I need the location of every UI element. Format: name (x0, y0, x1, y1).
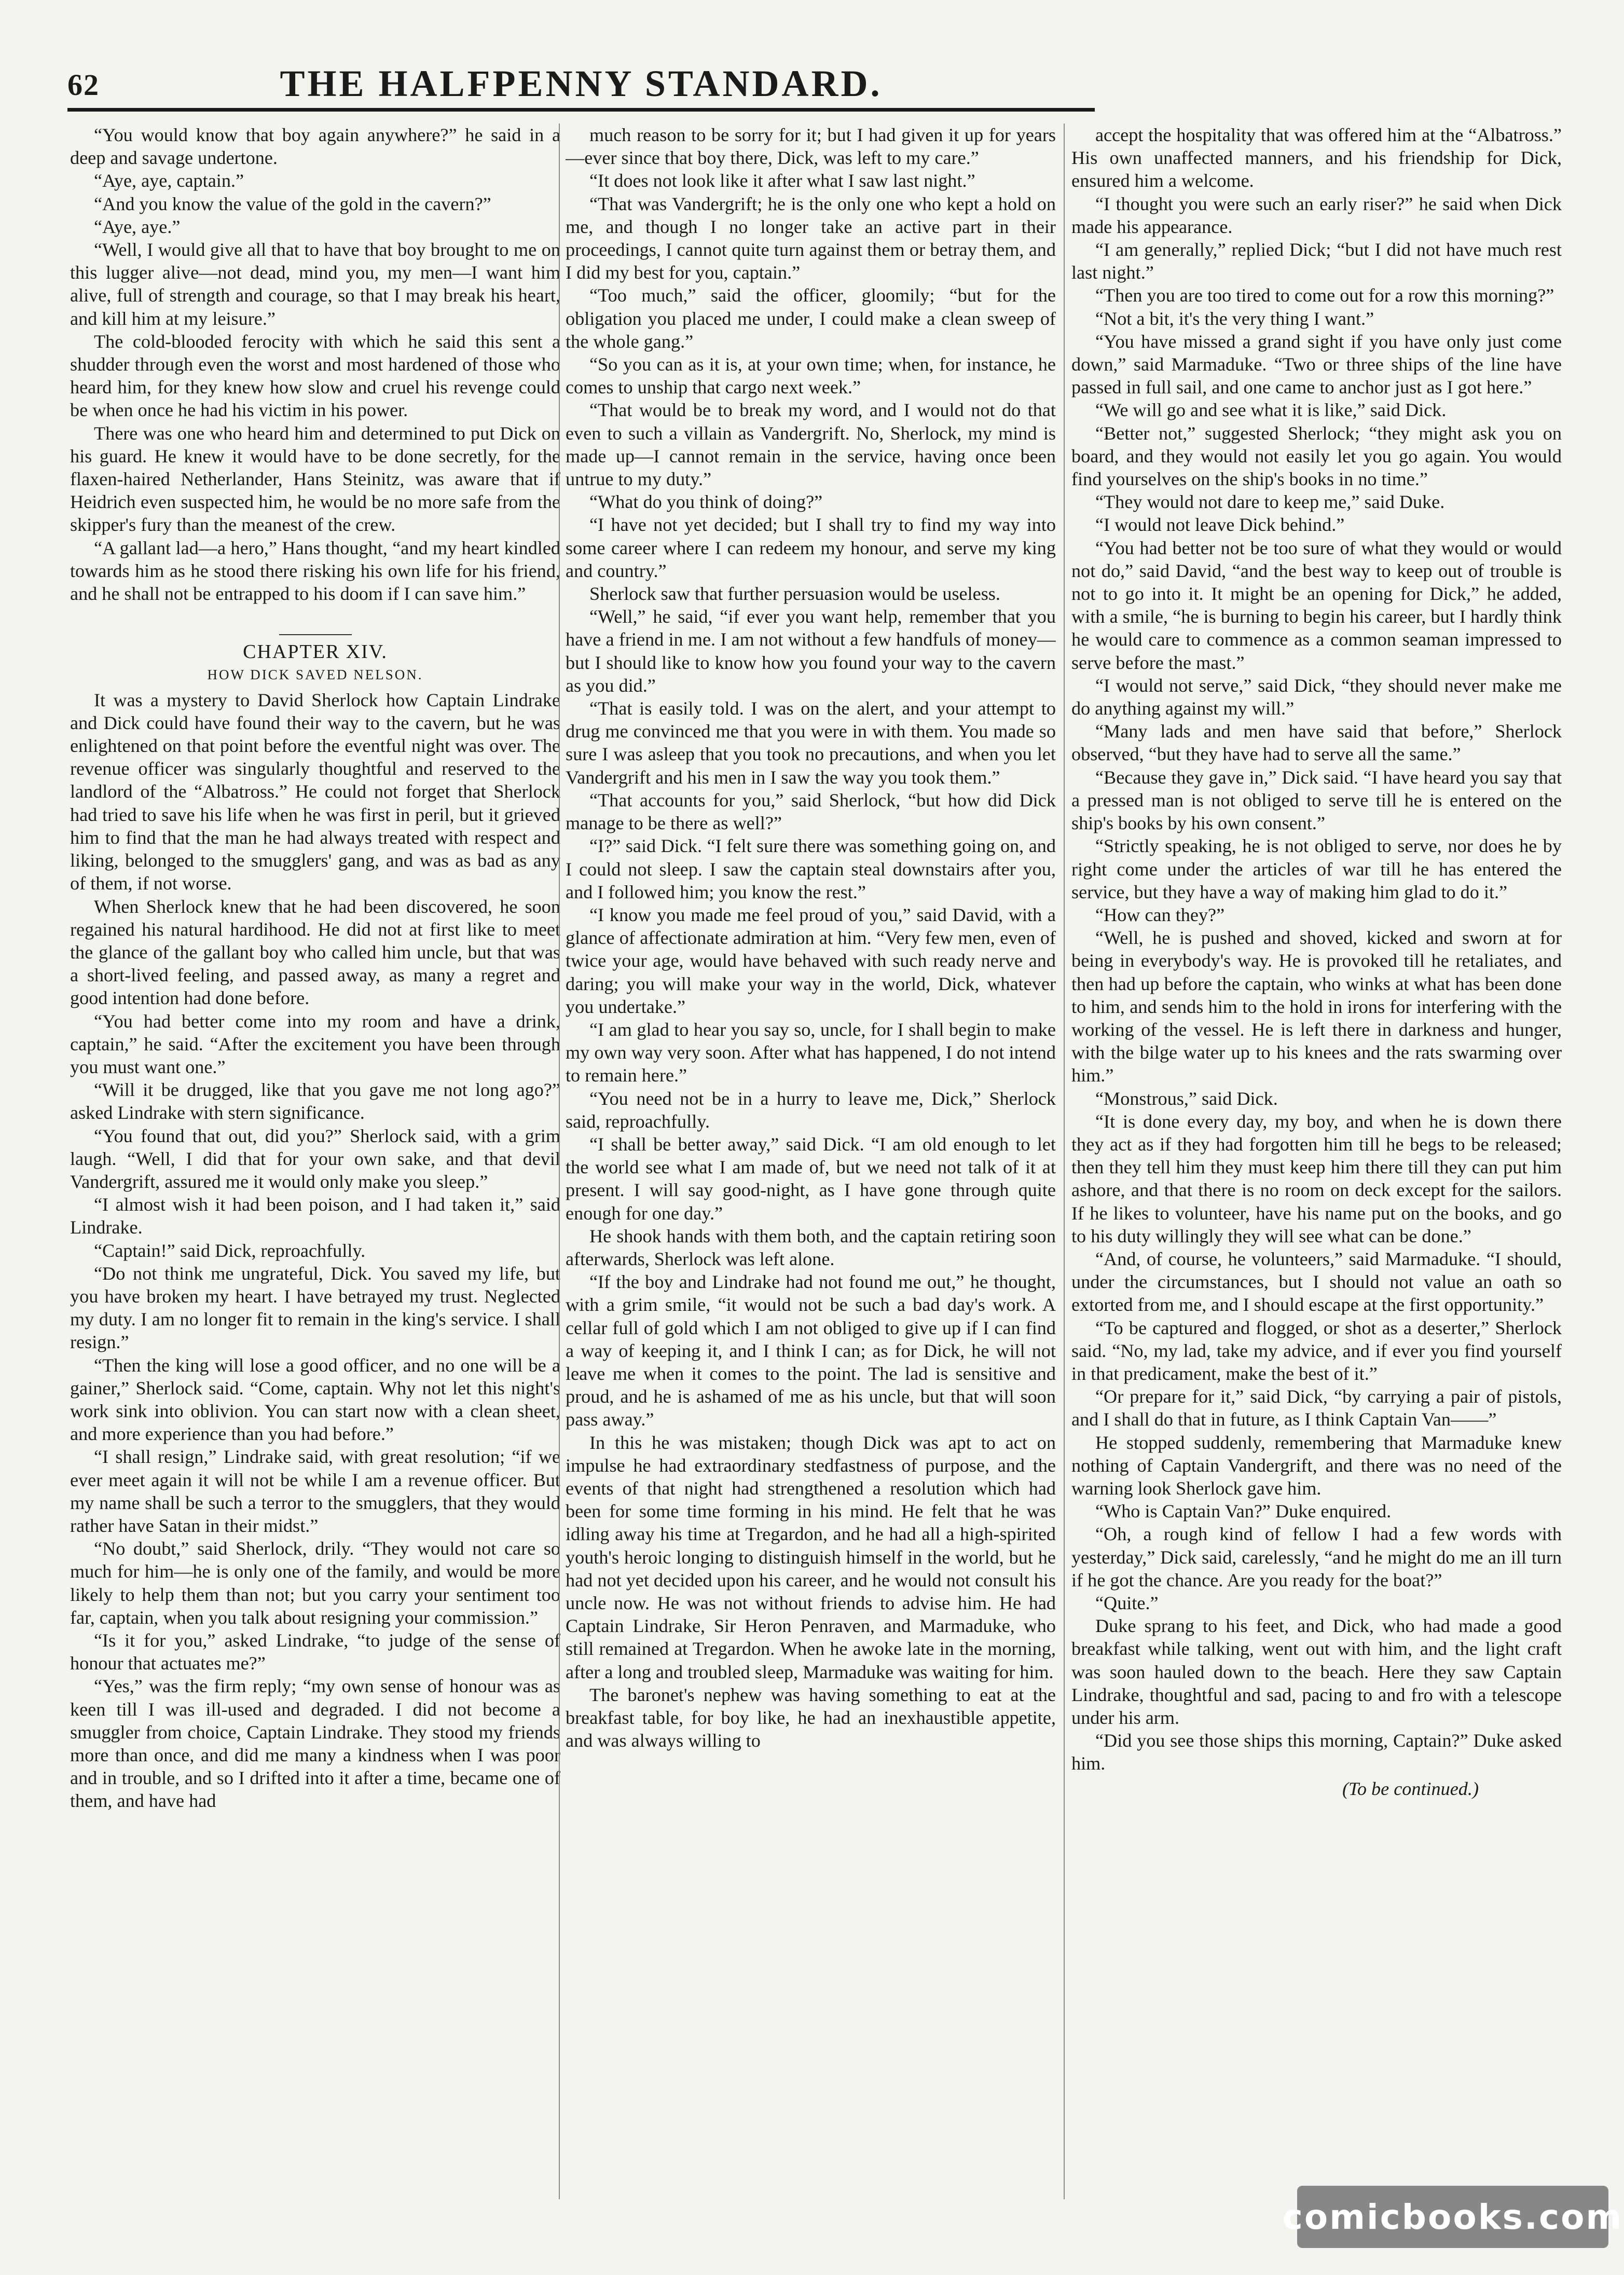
article-paragraph: “So you can as it is, at your own time; when, for instance, he comes to unship that cargo next week.” (566, 354, 1056, 398)
article-paragraph: “You had better come into my room and have a drink, captain,” he said. “After the excitement you have been through you must want one.” (70, 1010, 560, 1077)
article-paragraph: “Well, he is pushed and shoved, kicked and sworn at for being in everybody's way. He is provoked till he retaliates, and then had up before the captain, who winks at what has been done to him, and sends him to the hold in irons for interfering with the working of the vessel. He is left there in darkness and hunger, with the bilge water up to his knees and the rats swarming over him.” (1071, 927, 1562, 1086)
article-paragraph: “Because they gave in,” Dick said. “I have heard you say that a pressed man is not obliged to serve till he is entered on the ship's books by his own consent.” (1071, 766, 1562, 834)
article-paragraph: “I shall be better away,” said Dick. “I am old enough to let the world see what I am made of, but we need not talk of it at present. I will say good-night, as I have gone through quite enough for one day.” (566, 1133, 1056, 1224)
article-paragraph: “A gallant lad—a hero,” Hans thought, “and my heart kindled towards him as he stood there risking his own life for his friend, and he shall not be entrapped to his doom if I can save him.” (70, 537, 560, 605)
article-paragraph: “Too much,” said the officer, gloomily; “but for the obligation you placed me under, I could make a clean sweep of the whole gang.” (566, 285, 1056, 352)
article-paragraph: “How can they?” (1095, 904, 1225, 925)
article-paragraph: “Do not think me ungrateful, Dick. You saved my life, but you have broken my heart. I have betrayed my trust. Neglected my duty. I am no longer fit to remain in the king's service. I shall resign.” (70, 1263, 560, 1353)
article-paragraph: “It does not look like it after what I saw last night.” (589, 170, 975, 191)
article-paragraph: “Then the king will lose a good officer, and no one will be a gainer,” Sherlock said. “Come, captain. Why not let this night's work sink into oblivion. You can start now with a clean sheet, and more experience than you had before.” (70, 1354, 560, 1445)
article-paragraph: He shook hands with them both, and the captain retiring soon afterwards, Sherlock was left alone. (566, 1225, 1056, 1269)
article-paragraph: “We will go and see what it is like,” said Dick. (1095, 400, 1447, 421)
article-paragraph: “Monstrous,” said Dick. (1095, 1088, 1278, 1109)
text-column-1 (70, 124, 560, 2220)
chapter-rule (279, 634, 352, 635)
article-paragraph: “Well, I would give all that to have that boy brought to me on this lugger alive—not dead, mind you, my men—I want him alive, full of strength and courage, so that I may break his heart, and kill him at my leisure.” (70, 239, 560, 329)
article-paragraph: “Aye, aye.” (94, 216, 181, 237)
article-paragraph: “And, of course, he volunteers,” said Marmaduke. “I should, under the circumstances, but I should not value an oath so extorted from me, and I should escape at the first opportunity.” (1071, 1248, 1562, 1315)
page-header (67, 62, 1095, 109)
article-paragraph: much reason to be sorry for it; but I had given it up for years—ever since that boy there, Dick, was left to my care.” (566, 125, 1056, 169)
article-paragraph: “Is it for you,” asked Lindrake, “to judge of the sense of honour that actuates me?” (70, 1630, 560, 1674)
article-paragraph: Duke sprang to his feet, and Dick, who had made a good breakfast while talking, went out with him, and the light craft was soon hauled down to the beach. Here they saw Captain Lindrake, thoughtful and sad, pacing to and fro with a telescope under his arm. (1071, 1615, 1562, 1729)
article-paragraph: “Strictly speaking, he is not obliged to serve, nor does he by right come under the articles of war till he has entered the service, but they have a way of making him glad to do it.” (1071, 835, 1562, 902)
article-paragraph: “I thought you were such an early riser?” he said when Dick made his appearance. (1071, 193, 1562, 237)
article-paragraph: “That is easily told. I was on the alert, and your attempt to drug me convinced me that you were in with them. You made so sure I was asleep that you took no precautions, and when you let Vandergrift and his men in I saw the way you took them.” (566, 698, 1056, 788)
chapter-heading (70, 634, 560, 686)
article-paragraph: “That would be to break my word, and I would not do that even to such a villain as Vandergrift. No, Sherlock, my mind is made up—I cannot remain in the service, having once been untrue to my duty.” (566, 400, 1056, 490)
article-paragraph: There was one who heard him and determined to put Dick on his guard. He knew it would have to be done secretly, for the flaxen-haired Netherlander, Hans Steinitz, was aware that if Heidrich even suspected him, he would be no more safe from the skipper's fury than the meanest of the crew. (70, 422, 560, 536)
article-paragraph: “Then you are too tired to come out for a row this morning?” (1095, 285, 1554, 306)
article-paragraph: “You had better not be too sure of what they would or would not do,” said David, “and the best way to keep out of trouble is not to go into it. It might be an opening for Dick,” he added, with a smile, “he is burning to begin his career, but I hardly think he would care to commence as a common seaman impressed to serve before the mast.” (1071, 537, 1562, 673)
article-paragraph: The baronet's nephew was having something to eat at the breakfast table, for boy like, he had an inexhaustible appetite, and was always willing to (566, 1684, 1056, 1751)
article-paragraph: “And you know the value of the gold in the cavern?” (94, 193, 491, 214)
article-paragraph: Sherlock saw that further persuasion would be useless. (589, 583, 1000, 605)
article-paragraph: “I almost wish it had been poison, and I had taken it,” said Lindrake. (70, 1194, 560, 1238)
article-paragraph: “Captain!” said Dick, reproachfully. (94, 1240, 366, 1261)
article-paragraph: “I know you made me feel proud of you,” said David, with a glance of affectionate admiration at him. “Very few men, even of twice your age, would have behaved with such ready nerve and daring; you will make your way in the world, Dick, whatever you undertake.” (566, 904, 1056, 1017)
watermark-badge (1282, 2186, 1623, 2248)
article-paragraph: “That accounts for you,” said Sherlock, “but how did Dick manage to be there as well?” (566, 789, 1056, 834)
article-paragraph: “Oh, a rough kind of fellow I had a few words with yesterday,” Dick said, carelessly, “and he might do me an ill turn if he got the chance. Are you ready for the boat?” (1071, 1524, 1562, 1591)
article-paragraph: “That was Vandergrift; he is the only one who kept a hold on me, and though I no longer take an active part in their proceedings, I cannot quite turn against them or betray them, and I did my best for you, captain.” (566, 193, 1056, 283)
article-paragraph: “I would not serve,” said Dick, “they should never make me do anything against my will.” (1071, 675, 1562, 719)
text-column-3 (1071, 124, 1562, 2220)
article-paragraph: “You need not be in a hurry to leave me, Dick,” Sherlock said, reproachfully. (566, 1088, 1056, 1132)
article-paragraph: “Did you see those ships this morning, Captain?” Duke asked him. (1071, 1730, 1562, 1774)
article-paragraph: “I shall resign,” Lindrake said, with great resolution; “if we ever meet again it will not be while I am a revenue officer. But my name shall be such a terror to the smugglers, that they would rather have Satan in their midst.” (70, 1446, 560, 1536)
article-paragraph: “Many lads and men have said that before,” Sherlock observed, “but they have had to serve all the same.” (1071, 721, 1562, 765)
article-paragraph: “Will it be drugged, like that you gave me not long ago?” asked Lindrake with stern significance. (70, 1079, 560, 1123)
article-paragraph: “Not a bit, it's the very thing I want.” (1095, 308, 1374, 329)
header-rule (67, 108, 1095, 112)
article-paragraph: “Aye, aye, captain.” (94, 170, 244, 191)
article-paragraph: It was a mystery to David Sherlock how Captain Lindrake and Dick could have found their way to the cavern, but he was enlightened on that point before the eventful night was over. The revenue officer was singularly thoughtful and reserved to the landlord of the “Albatross.” He could not forget that Sherlock had tried to save his life when he was first in peril, but it grieved him to find that the man he had always treated with respect and liking, belonged to the smugglers' gang, and was as bad as any of them, if not worse. (70, 689, 560, 894)
article-paragraph: “Well,” he said, “if ever you want help, remember that you have a friend in me. I am not without a few handfuls of money—but I should like to know how you found your way to the cavern as you did.” (566, 606, 1056, 696)
article-paragraph: “It is done every day, my boy, and when he is down there they act as if they had forgotten him till he begs to be released; then they tell him they must keep him there till they can put him ashore, and that there is no room on deck except for the sailors. If he likes to volunteer, have his name put on the books, and go to his duty willingly they will see what can be done.” (1071, 1111, 1562, 1246)
article-paragraph: “I have not yet decided; but I shall try to find my way into some career where I can redeem my honour, and serve my king and country.” (566, 514, 1056, 581)
article-paragraph: “To be captured and flogged, or shot as a deserter,” Sherlock said. “No, my lad, take my advice, and if ever you find yourself in that predicament, make the best of it.” (1071, 1317, 1562, 1384)
continued-note: (To be continued.) (1342, 1778, 1479, 1799)
article-paragraph: “Quite.” (1095, 1593, 1159, 1613)
article-paragraph: “If the boy and Lindrake had not found me out,” he thought, with a grim smile, “it would not be such a bad day's work. A cellar full of gold which I am not obliged to give up if I can find a way of keeping it, and I think I can; as for Dick, he will not leave me when it comes to the point. The lad is sensitive and proud, and he is ashamed of me as his uncle, but that will soon pass away.” (566, 1271, 1056, 1430)
text-column-2 (566, 124, 1056, 2220)
article-paragraph: “You have missed a grand sight if you have only just come down,” said Marmaduke. “Two or three ships of the line have passed in full sail, and one came to anchor just as I got here.” (1071, 331, 1562, 398)
article-paragraph: “I?” said Dick. “I felt sure there was something going on, and I could not sleep. I saw the captain steal downstairs after you, and I followed him; you know the rest.” (566, 835, 1056, 902)
article-paragraph: “You found that out, did you?” Sherlock said, with a grim laugh. “Well, I did that for your own sake, and that devil Vandergrift, assured me it would only make you sleep.” (70, 1125, 560, 1192)
article-paragraph: “I would not leave Dick behind.” (1095, 514, 1345, 536)
article-paragraph: “Or prepare for it,” said Dick, “by carrying a pair of pistols, and I shall do that in future, as I think Captain Van——” (1071, 1386, 1562, 1430)
article-paragraph: “You would know that boy again anywhere?” he said in a deep and savage undertone. (70, 125, 560, 169)
article-paragraph: accept the hospitality that was offered him at the “Albatross.” His own unaffected manners, and his friendship for Dick, ensured him a welcome. (1071, 125, 1562, 191)
column-divider (1064, 124, 1065, 2199)
column-divider (559, 124, 560, 2199)
article-paragraph: “I am generally,” replied Dick; “but I did not have much rest last night.” (1071, 239, 1562, 283)
article-paragraph: “What do you think of doing?” (589, 491, 823, 513)
article-paragraph: He stopped suddenly, remembering that Marmaduke knew nothing of Captain Vandergrift, and there was no need of the warning look Sherlock gave him. (1071, 1432, 1562, 1499)
article-paragraph: “I am glad to hear you say so, uncle, for I shall begin to make my own way very soon. After what has happened, I do not intend to remain here.” (566, 1019, 1056, 1086)
article-paragraph: When Sherlock knew that he had been discovered, he soon regained his natural hardihood. He did not at first like to meet the glance of the gallant boy who called him uncle, but that was a short-lived feeling, and passed away, as many a regret and good intention had done before. (70, 896, 560, 1009)
article-paragraph: “No doubt,” said Sherlock, drily. “They would not care so much for him—he is only one of the family, and would be more likely to help them than not; but you carry your sentiment too far, captain, when you talk about resigning your commission.” (70, 1538, 560, 1628)
article-paragraph: “Who is Captain Van?” Duke enquired. (1095, 1501, 1392, 1522)
article-paragraph: The cold-blooded ferocity with which he said this sent a shudder through even the worst and most hardened of those who heard him, for they knew how slow and cruel his revenge could be when once he had his victim in his power. (70, 331, 560, 421)
article-paragraph: “Better not,” suggested Sherlock; “they might ask you on board, and they would not easily let you go again. You would find yourselves on the ship's books in no time.” (1071, 422, 1562, 490)
chapter-subtitle: HOW DICK SAVED NELSON. (207, 667, 423, 683)
chapter-title: CHAPTER XIV. (243, 641, 388, 663)
watermark-text: comicbooks.com (1282, 2197, 1623, 2237)
article-paragraph: “They would not dare to keep me,” said Duke. (1095, 491, 1445, 513)
page-number: 62 (67, 68, 100, 102)
masthead-title: THE HALFPENNY STANDARD. (280, 63, 883, 104)
article-paragraph: “Yes,” was the firm reply; “my own sense of honour was as keen till I was ill-used and degraded. I did not become a smuggler from choice, Captain Lindrake. They stood my friends more than once, and did me many a kindness when I was poor and in trouble, and so I drifted into it after a time, became one of them, and have had (70, 1676, 560, 1812)
article-paragraph: In this he was mistaken; though Dick was apt to act on impulse he had extraordinary stedfastness of purpose, and the events of that night had strengthened a resolution which had been for some time forming in his mind. He felt that he was idling away his time at Tregardon, and he had all a high-spirited youth's heroic longing to distinguish himself in the world, but he had not yet decided upon his career, and he would not consult his uncle now. He was not without friends to advise him. He had Captain Lindrake, Sir Heron Penraven, and Marmaduke, who still remained at Tregardon. When he awoke late in the morning, after a long and troubled sleep, Marmaduke was waiting for him. (566, 1432, 1056, 1682)
